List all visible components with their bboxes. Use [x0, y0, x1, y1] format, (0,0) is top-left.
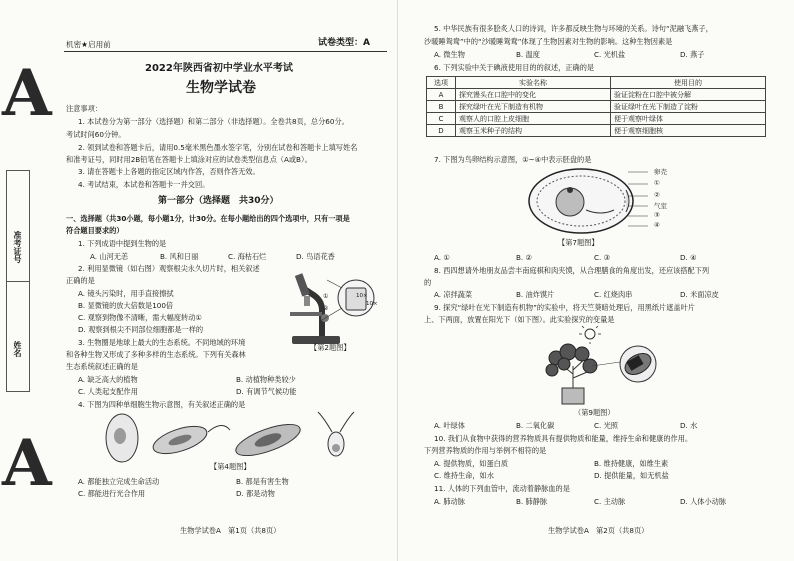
single-cell-organisms-figure — [96, 410, 364, 466]
table-cell: 探究绿叶在光下制造有机物 — [456, 101, 611, 113]
table-cell: 探究馒头在口腔中的变化 — [456, 89, 611, 101]
q4-option-c: C. 都能进行光合作用 — [78, 489, 146, 498]
part1-intro-1: 一、选择题（共30小题，每小题1分，计30分。在每小题给出的四个选项中，只有一项是 — [66, 214, 350, 223]
note-2a: 2. 领到试卷和答题卡后，请用0.5毫米黑色墨水签字笔，分别在试卷和答题卡上填写姓名 — [78, 143, 358, 152]
note-2b: 和准考证号，同时用2B铅笔在答题卡上填涂对应的试卷类型信息点（A或B）。 — [66, 155, 312, 164]
q7-figure-caption: 【第7题图】 — [558, 238, 599, 247]
q9-option-d: D. 水 — [680, 421, 698, 430]
table-cell: 观察玉米种子的结构 — [456, 125, 611, 137]
paper-type-letter-top: A — [2, 56, 52, 131]
q5-option-b: B. 温度 — [516, 50, 540, 59]
note-3: 3. 请在答题卡上各题的指定区域内作答，否则作答无效。 — [78, 167, 260, 176]
q8-stem-2: 的 — [424, 278, 432, 287]
q11-option-d: D. 人体小动脉 — [680, 497, 727, 506]
q7-option-a: A. ① — [434, 253, 450, 262]
right-page-footer: 生物学试卷A 第2页（共8页） — [548, 526, 649, 535]
secret-mark: 机密★启用前 — [66, 40, 111, 49]
q8-option-b: B. 油炸馍片 — [516, 290, 555, 299]
table-cell: C — [427, 113, 456, 125]
table-header-cell: 选项 — [427, 77, 456, 89]
q10-option-a: A. 提供物质，如蛋白质 — [434, 459, 509, 468]
objective-magnification-label: 10× — [366, 301, 378, 307]
q7-option-c: C. ③ — [594, 253, 611, 262]
q2-stem-2: 正确的是 — [66, 276, 95, 285]
q8-stem-1: 8. 西四想请外地朋友品尝丰南庭棋和肉夹馍，从合理膳食的角度出发，还应该搭配下列 — [434, 266, 710, 275]
q10-option-d: D. 提供能量，如无机盐 — [594, 471, 669, 480]
q4-option-d: D. 都是动物 — [236, 489, 275, 498]
q5-option-c: C. 光机盐 — [594, 50, 626, 59]
q9-option-a: A. 叶绿体 — [434, 421, 465, 430]
table-row — [427, 101, 766, 113]
table-cell: A — [427, 89, 456, 101]
name-cell — [7, 281, 29, 390]
table-cell: 便于观察叶绿体 — [611, 113, 766, 125]
q1-option-d: D. 鸟语花香 — [296, 252, 335, 261]
q11-option-c: C. 主动脉 — [594, 497, 626, 506]
q10-option-c: C. 维持生命，如水 — [434, 471, 494, 480]
egg-label-air-cell: 气室 — [654, 202, 667, 210]
notes-heading: 注意事项： — [66, 104, 102, 113]
right-page — [398, 0, 794, 561]
q9-stem-1: 9. 探究“绿叶在光下制造有机物”的实验中，将天竺葵暗处理后，用黑纸片遮盖叶片 — [434, 303, 695, 312]
table-header-cell: 使用目的 — [611, 77, 766, 89]
q6-stem: 6. 下列实验中关于碘液使用目的的叙述，正确的是 — [434, 63, 595, 72]
candidate-info-strip — [6, 170, 30, 392]
q10-stem-2: 下列营养物质的作用与举例不相符的是 — [424, 446, 547, 455]
table-row — [427, 113, 766, 125]
name-label: 姓名 — [13, 341, 22, 357]
q9-figure-caption: （第9题图） — [574, 408, 615, 417]
table-cell: 便于观察细胞核 — [611, 125, 766, 137]
q7-option-b: B. ② — [516, 253, 532, 262]
q5-option-d: D. 燕子 — [680, 50, 705, 59]
q4-option-b: B. 都是有害生物 — [236, 477, 289, 486]
lens-magnification-label: 10× — [356, 293, 368, 299]
left-page-footer: 生物学试卷A 第1页（共8页） — [180, 526, 281, 535]
q2-option-d: D. 观察到根尖不同部位细胞都是一样的 — [78, 325, 204, 334]
table-cell: D — [427, 125, 456, 137]
q2-stem-1: 2. 利用显微镜（如右图）观察根尖永久切片时，相关叙述 — [78, 264, 260, 273]
q8-option-c: C. 红烧肉串 — [594, 290, 633, 299]
q9-option-c: C. 光照 — [594, 421, 618, 430]
table-header-row — [427, 77, 766, 89]
microscope-label-2: ② — [323, 305, 329, 312]
q2-option-c: C. 观察到物像不清晰，需大幅度转动① — [78, 313, 202, 322]
q7-option-d: D. ④ — [680, 253, 697, 262]
header-rule — [64, 51, 387, 52]
q5-option-a: A. 微生物 — [434, 50, 465, 59]
egg-leader-lines — [628, 166, 652, 236]
q6-table — [426, 76, 766, 137]
paper-type-letter-bottom: A — [2, 426, 52, 501]
q10-stem-1: 10. 我们从食物中获得的营养物质具有提供物质和能量，维持生命和健康的作用。 — [434, 434, 693, 443]
q4-figure-caption: 【第4题图】 — [210, 462, 251, 471]
q1-option-a: A. 山河无恙 — [90, 252, 129, 261]
q4-option-a: A. 都能独立完成生命活动 — [78, 477, 160, 486]
q8-option-a: A. 凉拌蔬菜 — [434, 290, 473, 299]
table-cell: B — [427, 101, 456, 113]
q7-stem: 7. 下图为鸟卵结构示意图，①~④中表示胚盘的是 — [434, 155, 592, 164]
q4-stem: 4. 下图为四种单细胞生物示意图，有关叙述正确的是 — [78, 400, 246, 409]
q2-figure-caption: 【第2题图】 — [310, 343, 351, 352]
q8-option-d: D. 米面凉皮 — [680, 290, 719, 299]
q9-stem-2: 上、下两面，放置在阳光下（如下图）。此实验探究的变量是 — [424, 315, 615, 324]
q11-option-a: A. 肺动脉 — [434, 497, 465, 506]
note-4: 4. 考试结束，本试卷和答题卡一并交回。 — [78, 180, 210, 189]
table-row — [427, 89, 766, 101]
q10-option-b: B. 维持健康，如维生素 — [594, 459, 669, 468]
exam-subtitle: 生物学试卷 — [186, 80, 256, 96]
q2-option-b: B. 显微镜的放大倍数是100倍 — [78, 301, 174, 310]
q3-stem-3: 生态系统叙述正确的是 — [66, 362, 138, 371]
egg-label-shell: 卵壳 — [654, 168, 667, 176]
q5-stem-1: 5. 中华民族有很多脍炙人口的诗词，许多都反映生物与环境的关系。诗句“泥融飞燕子， — [434, 24, 713, 33]
table-header-cell: 实验名称 — [456, 77, 611, 89]
q5-stem-2: 沙暖睡鸳鸯”中的“沙暖睡鸳鸯”体现了生物因素对生物的影响。这种生物因素是 — [424, 37, 673, 46]
q3-stem-1: 3. 生物圈是地球上最大的生态系统。不同地域的环境 — [78, 338, 246, 347]
q3-option-d: D. 有调节气候功能 — [236, 387, 297, 396]
paper-type: 试卷类型：A — [318, 38, 370, 48]
q3-option-a: A. 缺乏高大的植物 — [78, 375, 138, 384]
note-1a: 1. 本试卷分为第一部分（选择题）和第二部分（非选择题）。全卷共8页，总分60分。 — [78, 117, 349, 126]
q9-option-b: B. 二氧化碳 — [516, 421, 555, 430]
note-1b: 考试时间60分钟。 — [66, 130, 126, 139]
microscope-label-1: ① — [323, 293, 329, 300]
table-cell: 验证淀粉在口腔中被分解 — [611, 89, 766, 101]
egg-label-4: ④ — [654, 221, 660, 229]
exam-title: 2022年陕西省初中学业水平考试 — [145, 63, 293, 74]
q1-stem: 1. 下列成语中提到生物的是 — [78, 239, 167, 248]
examno-label: 准考证号 — [13, 231, 22, 263]
q3-stem-2: 和各种生物又形成了多种多样的生态系统。下列有关森林 — [66, 350, 246, 359]
part1-intro-2: 符合题目要求的） — [66, 226, 124, 235]
geranium-experiment-figure — [528, 326, 668, 406]
examno-cell — [7, 171, 29, 282]
egg-label-1: ① — [654, 179, 660, 187]
table-cell: 验证绿叶在光下制造了淀粉 — [611, 101, 766, 113]
table-row — [427, 125, 766, 137]
q1-option-c: C. 海枯石烂 — [228, 252, 267, 261]
q11-stem: 11. 人体的下列血管中，流动着静脉血的是 — [434, 484, 570, 493]
q3-option-b: B. 动植物种类较少 — [236, 375, 296, 384]
table-cell: 观察人的口腔上皮细胞 — [456, 113, 611, 125]
q11-option-b: B. 肺静脉 — [516, 497, 548, 506]
microscope-figure — [282, 266, 392, 348]
part1-heading: 第一部分（选择题 共30分） — [158, 196, 279, 206]
q1-option-b: B. 风和日丽 — [160, 252, 199, 261]
egg-label-2: ② — [654, 191, 660, 199]
q3-option-c: C. 人类起支配作用 — [78, 387, 138, 396]
egg-label-3: ③ — [654, 211, 660, 219]
q2-option-a: A. 镜头污染时，用手直接擦拭 — [78, 289, 174, 298]
